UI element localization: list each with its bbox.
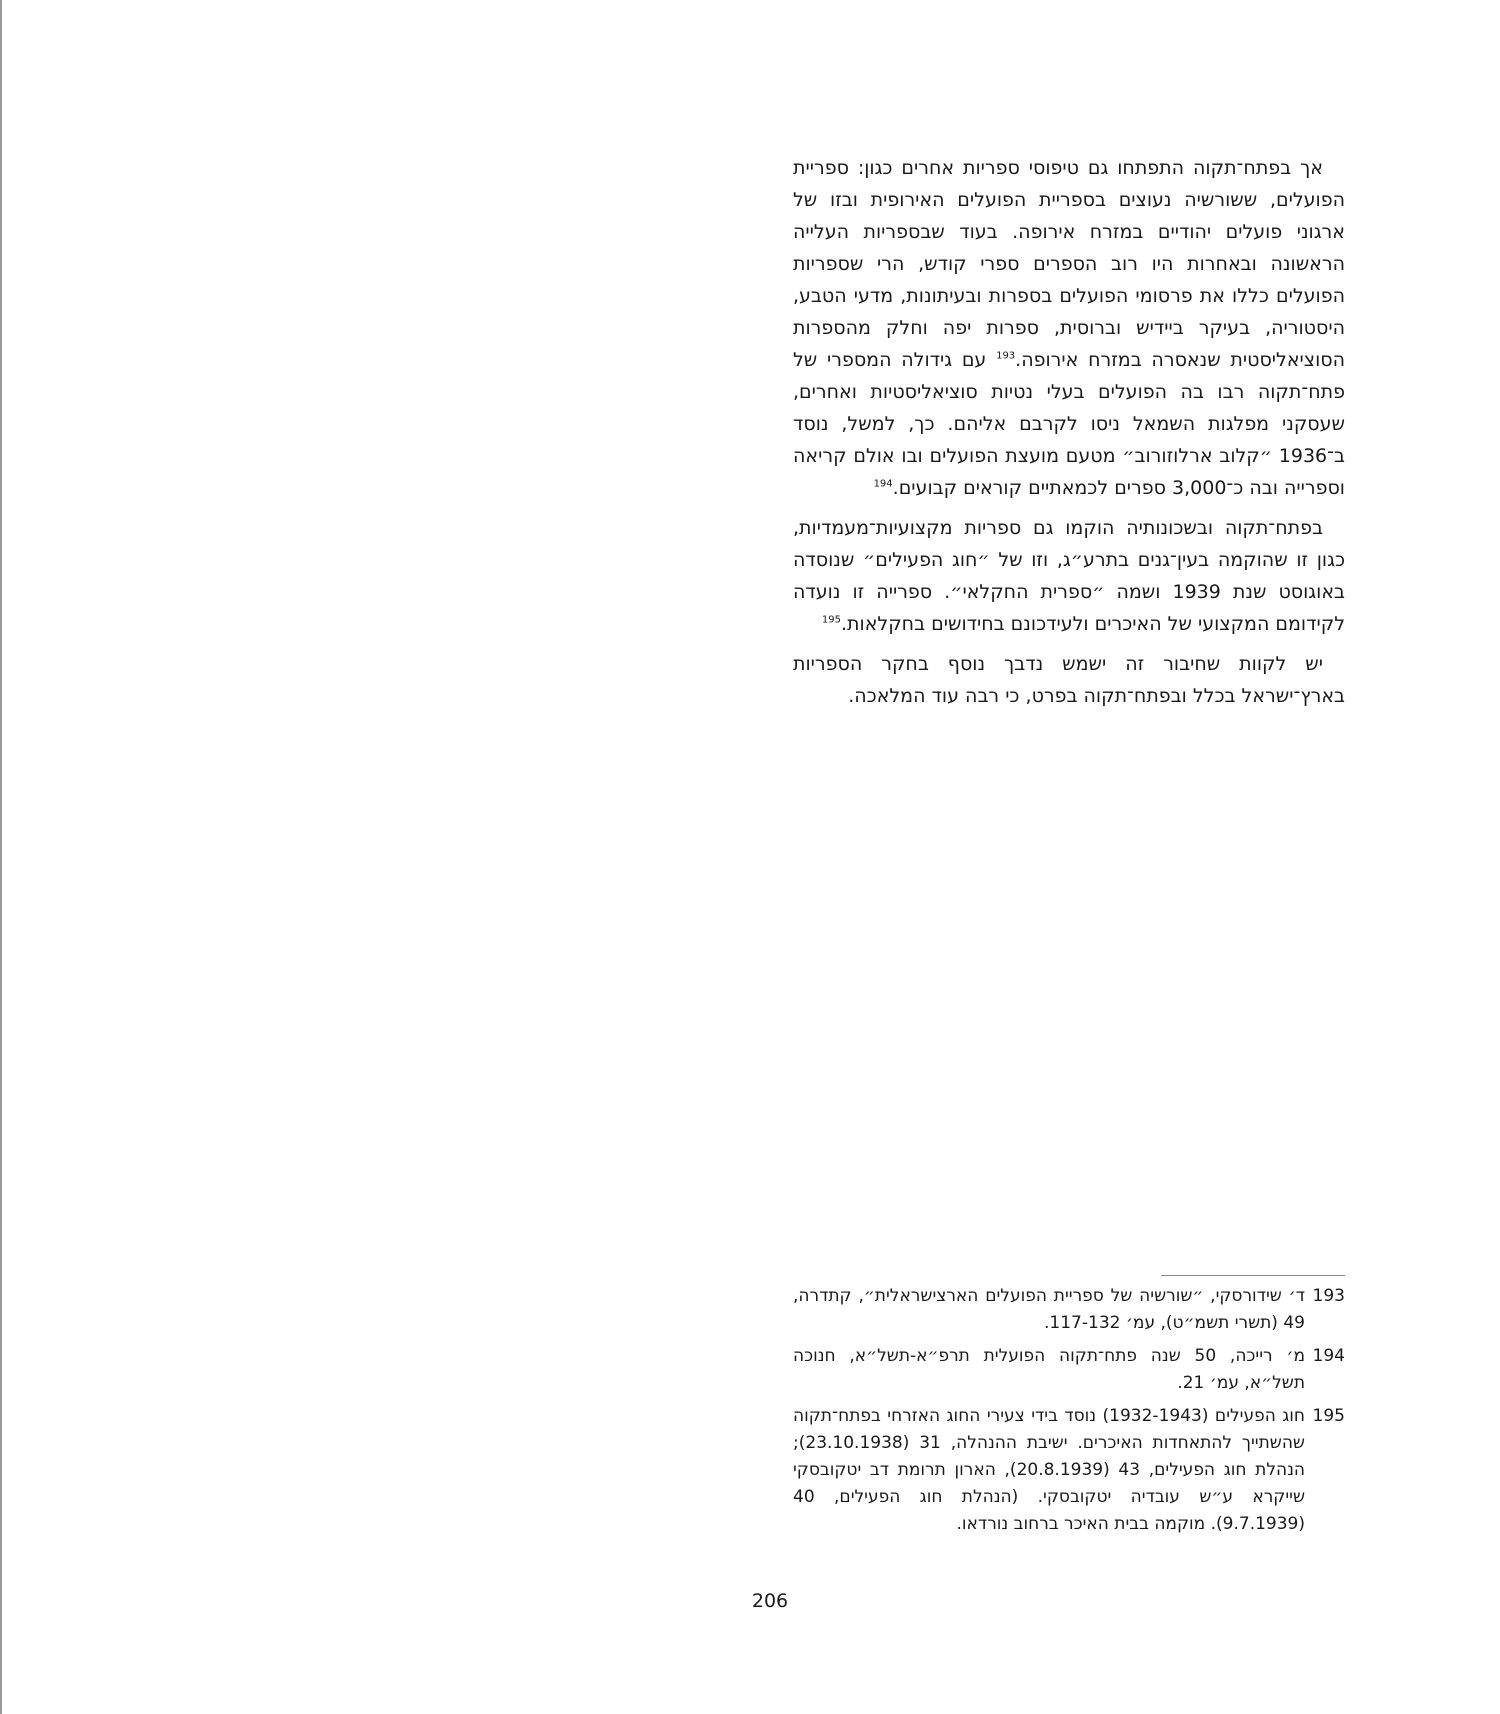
footnote-separator — [1161, 1275, 1345, 1276]
footnotes-block — [793, 1283, 1345, 1544]
paragraph-3 — [793, 648, 1345, 712]
paragraph-1 — [793, 152, 1345, 504]
footnote-number: 194 — [1312, 1346, 1345, 1366]
paragraph-3-text: יש לקוות שחיבור זה ישמש נדבך נוסף בחקר הספריות בארץ־ישראל בכלל ובפתח־תקוה בפרט, כי רבה עוד המלאכה. — [793, 653, 1345, 707]
footnote-text: מ׳ רייכה, 50 שנה פתח־תקוה הפועלית תרפ״א-תשל״א, חנוכה תשל״א, עמ׳ 21. — [793, 1346, 1305, 1393]
page-left-edge — [0, 0, 2, 1714]
footnote-ref-195[interactable]: 195 — [821, 614, 841, 626]
main-text-column — [793, 152, 1345, 720]
page-number: 206 — [751, 1590, 789, 1612]
footnote-195 — [793, 1403, 1345, 1538]
footnote-text: חוג הפעילים (1932-1943) נוסד בידי צעירי החוג האזרחי בפתח־תקוה שהשתייך להתאחדות האיכרים. ישיבת ההנהלה, 31 (23.10.1938); הנהלת חוג הפעילים, 43 (20.8.1939), הארון תרומת דב יטקובסקי שייקרא ע״ש עובדיה יטקובסקי. (הנהלת חוג הפעילים, 40 (9.7.1939). מוקמה בבית האיכר ברחוב נורדאו. — [793, 1406, 1305, 1534]
paragraph-2 — [793, 512, 1345, 640]
footnote-194 — [793, 1343, 1345, 1397]
paragraph-1-text-a: אך בפתח־תקוה התפתחו גם טיפוסי ספריות אחרים כגון: ספריית הפועלים, ששורשיה נעוצים בספריית הפועלים האירופית ובזו של ארגוני פועלים יהודיים במזרח אירופה. בעוד שבספריות העלייה הראשונה ובאחרות היו רוב הספרים ספרי קודש, הרי שספריות הפועלים כללו את פרסומי הפועלים בספרות ובעיתונות, מדעי הטבע, היסטוריה, בעיקר ביידיש וברוסית, ספרות יפה וחלק מהספרות הסוציאליסטית שנאסרה במזרח אירופה. — [793, 157, 1345, 371]
footnote-ref-194[interactable]: 194 — [873, 478, 893, 490]
footnote-ref-193[interactable]: 193 — [996, 350, 1016, 362]
paragraph-2-text: בפתח־תקוה ובשכונותיה הוקמו גם ספריות מקצועיות־מעמדיות, כגון זו שהוקמה בעין־גנים בתרע״ג, וזו של ״חוג הפעילים״ שנוסדה באוגוסט שנת 1939 ושמה ״ספרית החקלאי״. ספרייה זו נועדה לקידומם המקצועי של האיכרים ולעידכונם בחידושים בחקלאות. — [793, 517, 1345, 635]
footnote-number: 193 — [1312, 1286, 1345, 1306]
footnote-number: 195 — [1312, 1406, 1345, 1426]
footnote-text: ד׳ שידורסקי, ״שורשיה של ספריית הפועלים הארצישראלית״, קתדרה, 49 (תשרי תשמ״ט), עמ׳ 117-132. — [793, 1286, 1305, 1333]
footnote-193 — [793, 1283, 1345, 1337]
paragraph-1-text-b: עם גידולה המספרי של פתח־תקוה רבו בה הפועלים בעלי נטיות סוציאליסטיות ואחרים, שעסקני מפלגות השמאל ניסו לקרבם אליהם. כך, למשל, נוסד ב־1936 ״קלוב ארלוזורוב״ מטעם מועצת הפועלים ובו אולם קריאה וספרייה ובה כ־3,000 ספרים לכמאתיים קוראים קבועים. — [793, 349, 1345, 499]
